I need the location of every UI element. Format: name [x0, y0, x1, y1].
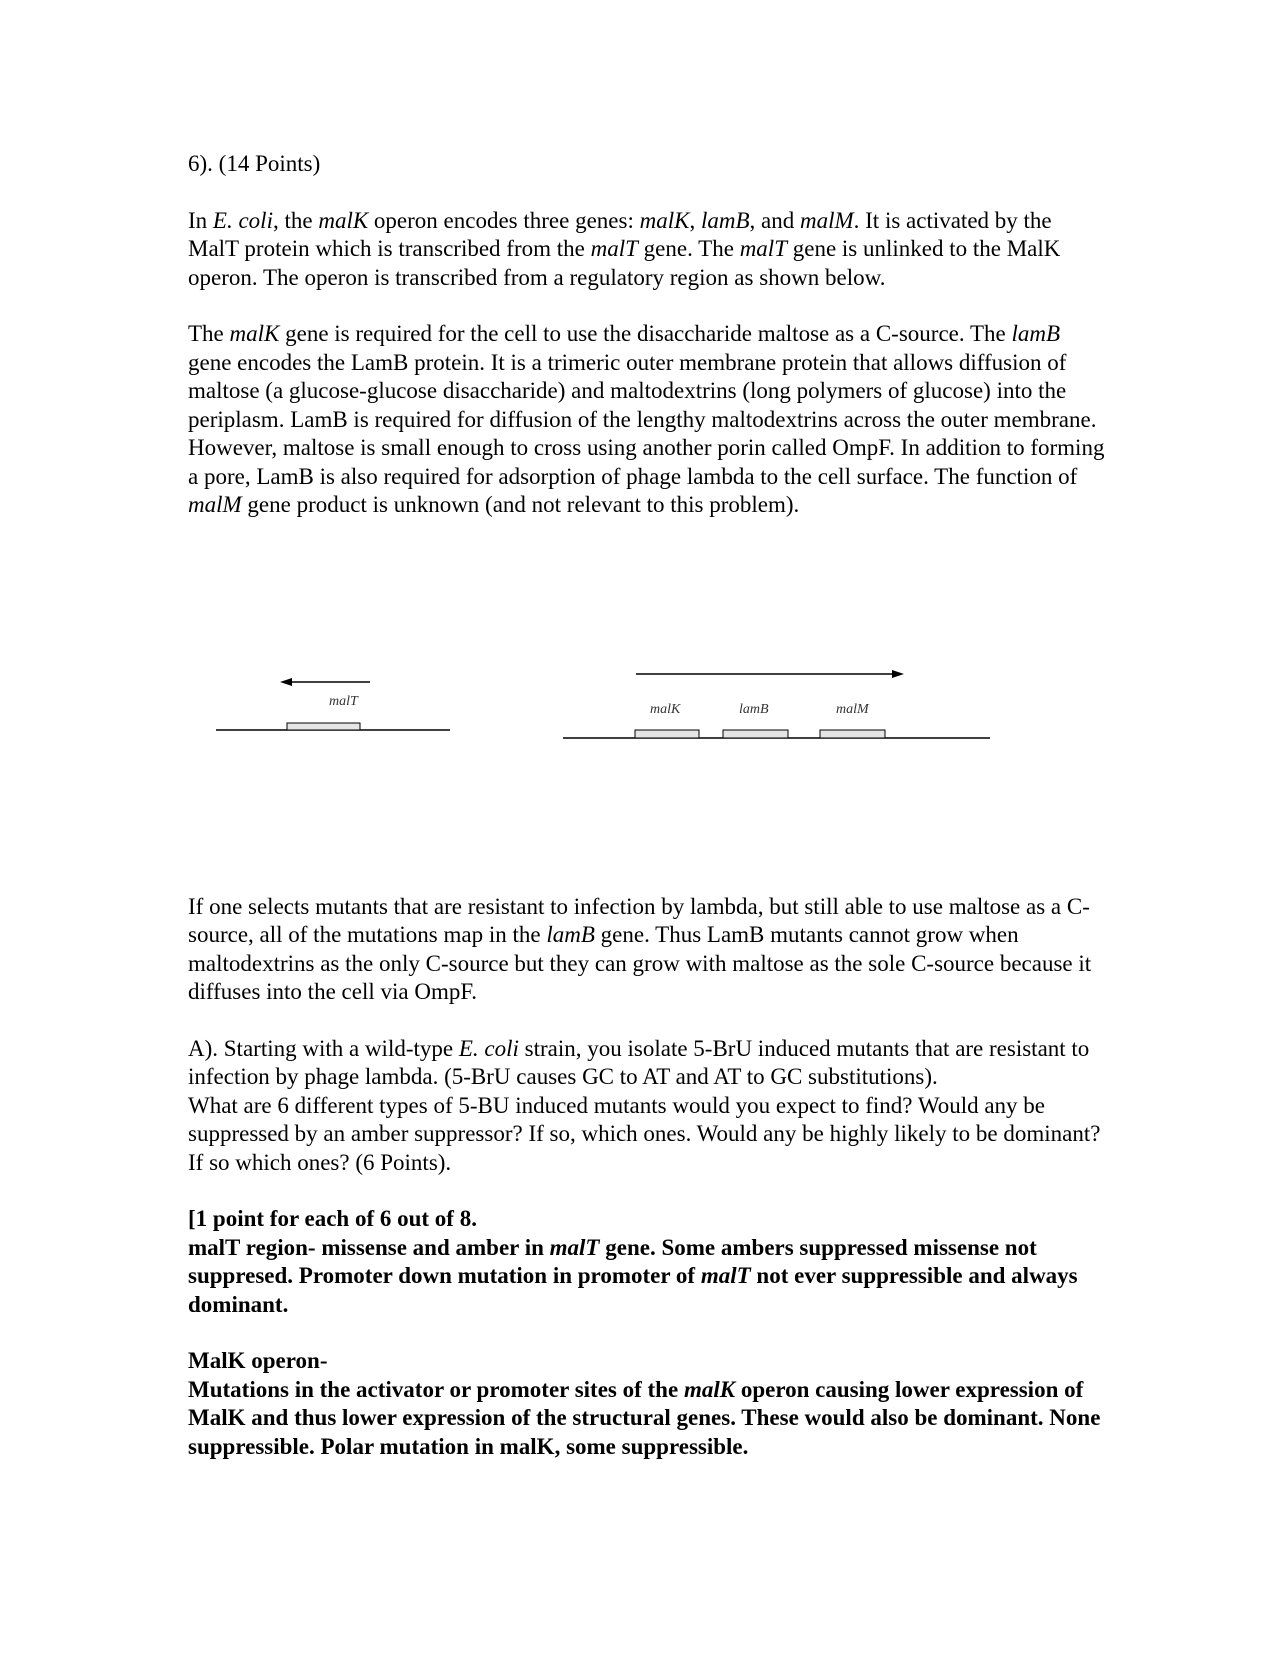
- italic-run: malK: [639, 207, 690, 233]
- text-run: , and: [749, 207, 800, 233]
- text-run: gene. Some ambers suppressed missense not suppresed. Promoter down mutation in promoter of: [188, 1234, 1037, 1288]
- operon-arrow-head: [892, 670, 904, 678]
- text-run: A). Starting with a wild-type: [188, 1035, 459, 1061]
- italic-run: lamB: [546, 922, 595, 947]
- part-a-question-1: [188, 1035, 1108, 1092]
- text-run: strain, you isolate 5-BrU induced mutants that are resistant to infection by phage lambda. (5-BrU causes GC to AT and AT to GC substitutions).: [188, 1035, 1090, 1089]
- malT-label: malT: [329, 693, 358, 709]
- text-run: ,: [689, 207, 701, 233]
- text-run: operon causing lower expression of MalK and thus lower expression of the structural genes. These would also be dominant. None suppressible. Polar mutation in malK, some suppressible.: [188, 1376, 1101, 1459]
- text-run: Mutations in the activator or promoter sites of the: [188, 1376, 684, 1402]
- text-run: gene product is unknown (and not relevant to this problem).: [241, 492, 800, 517]
- question-heading: 6). (14 Points): [188, 151, 321, 176]
- text-run: gene is unlinked to the MalK operon. The operon is transcribed from a regulatory region as shown below.: [188, 236, 1061, 290]
- malM-label: malM: [836, 701, 869, 717]
- answer-malT-region: [188, 1234, 1108, 1320]
- text-run: gene. The: [637, 236, 740, 261]
- body-paragraph-lambda: [188, 893, 1108, 1007]
- text-run: In: [188, 207, 213, 233]
- lamB-gene-box: [723, 730, 788, 738]
- answer-malK-title: [188, 1347, 1108, 1376]
- italic-run: malT: [700, 1263, 751, 1288]
- malK-label: malK: [650, 701, 681, 717]
- malT-arrow-head: [280, 678, 292, 686]
- italic-run: malT: [549, 1234, 600, 1260]
- malT-gene-box: [287, 723, 360, 730]
- answer-malK-text: [188, 1376, 1108, 1462]
- text-run: gene. Thus LamB mutants cannot grow when maltodextrins as the only C-source but they can grow with maltose as the sole C-source because it diffuses into the cell via OmpF.: [188, 922, 1092, 1004]
- document-page: [188, 150, 1108, 1461]
- italic-run: malM: [799, 207, 854, 233]
- operon-diagram: [188, 548, 1108, 868]
- intro-paragraph-2: [188, 320, 1108, 520]
- text-run: operon encodes three genes:: [368, 207, 640, 233]
- italic-run: malM: [188, 492, 242, 517]
- malK-gene-box: [635, 730, 699, 738]
- italic-run: E. coli: [458, 1035, 519, 1061]
- text-run: . It is activated by the MalT protein which is transcribed from the: [188, 207, 1052, 261]
- answer-points-line: [188, 1205, 1108, 1234]
- text-run: What are 6 different types of 5-BU induced mutants would you expect to find? Would any be suppressed by an amber suppressor? If so, which ones. Would any be highly likely to be dominant? If so which ones? (6 Points).: [188, 1092, 1101, 1175]
- operon-diagram-svg: [188, 548, 1108, 868]
- lamB-label: lamB: [739, 701, 769, 717]
- italic-run: lamB: [700, 207, 750, 233]
- italic-run: malK: [318, 207, 369, 233]
- italic-run: lamB: [1011, 321, 1061, 346]
- italic-run: E. coli: [212, 207, 273, 233]
- text-run: gene encodes the LamB protein. It is a trimeric outer membrane protein that allows diffusion of maltose (a glucose-glucose disaccharide) and maltodextrins (long polymers of glucose) into the periplasm. LamB is required for diffusion of the lengthy maltodextrins across the outer membrane. However, maltose is small enough to cross using another porin called OmpF. In addition to forming a pore, LamB is also required for adsorption of phage lambda to the cell surface. The function of: [188, 349, 1105, 489]
- text-run: malT region- missense and amber in: [188, 1234, 550, 1260]
- text-run: not ever suppressible and always dominant.: [188, 1263, 1078, 1317]
- italic-run: malT: [590, 236, 638, 261]
- text-run: If one selects mutants that are resistant to infection by lambda, but still able to use maltose as a C-source, all of the mutations map in the: [188, 893, 1090, 947]
- text-run: The: [188, 321, 230, 346]
- italic-run: malK: [229, 321, 280, 346]
- text-run: gene is required for the cell to use the disaccharide maltose as a C-source. The: [279, 321, 1012, 346]
- malM-gene-box: [820, 730, 885, 738]
- italic-run: malK: [683, 1376, 736, 1402]
- italic-run: malT: [739, 236, 787, 261]
- intro-paragraph-1: [188, 207, 1108, 293]
- part-a-question-2: [188, 1092, 1108, 1178]
- text-run: , the: [272, 207, 319, 233]
- text-run: MalK operon-: [188, 1348, 328, 1373]
- text-run: [1 point for each of 6 out of 8.: [188, 1206, 477, 1231]
